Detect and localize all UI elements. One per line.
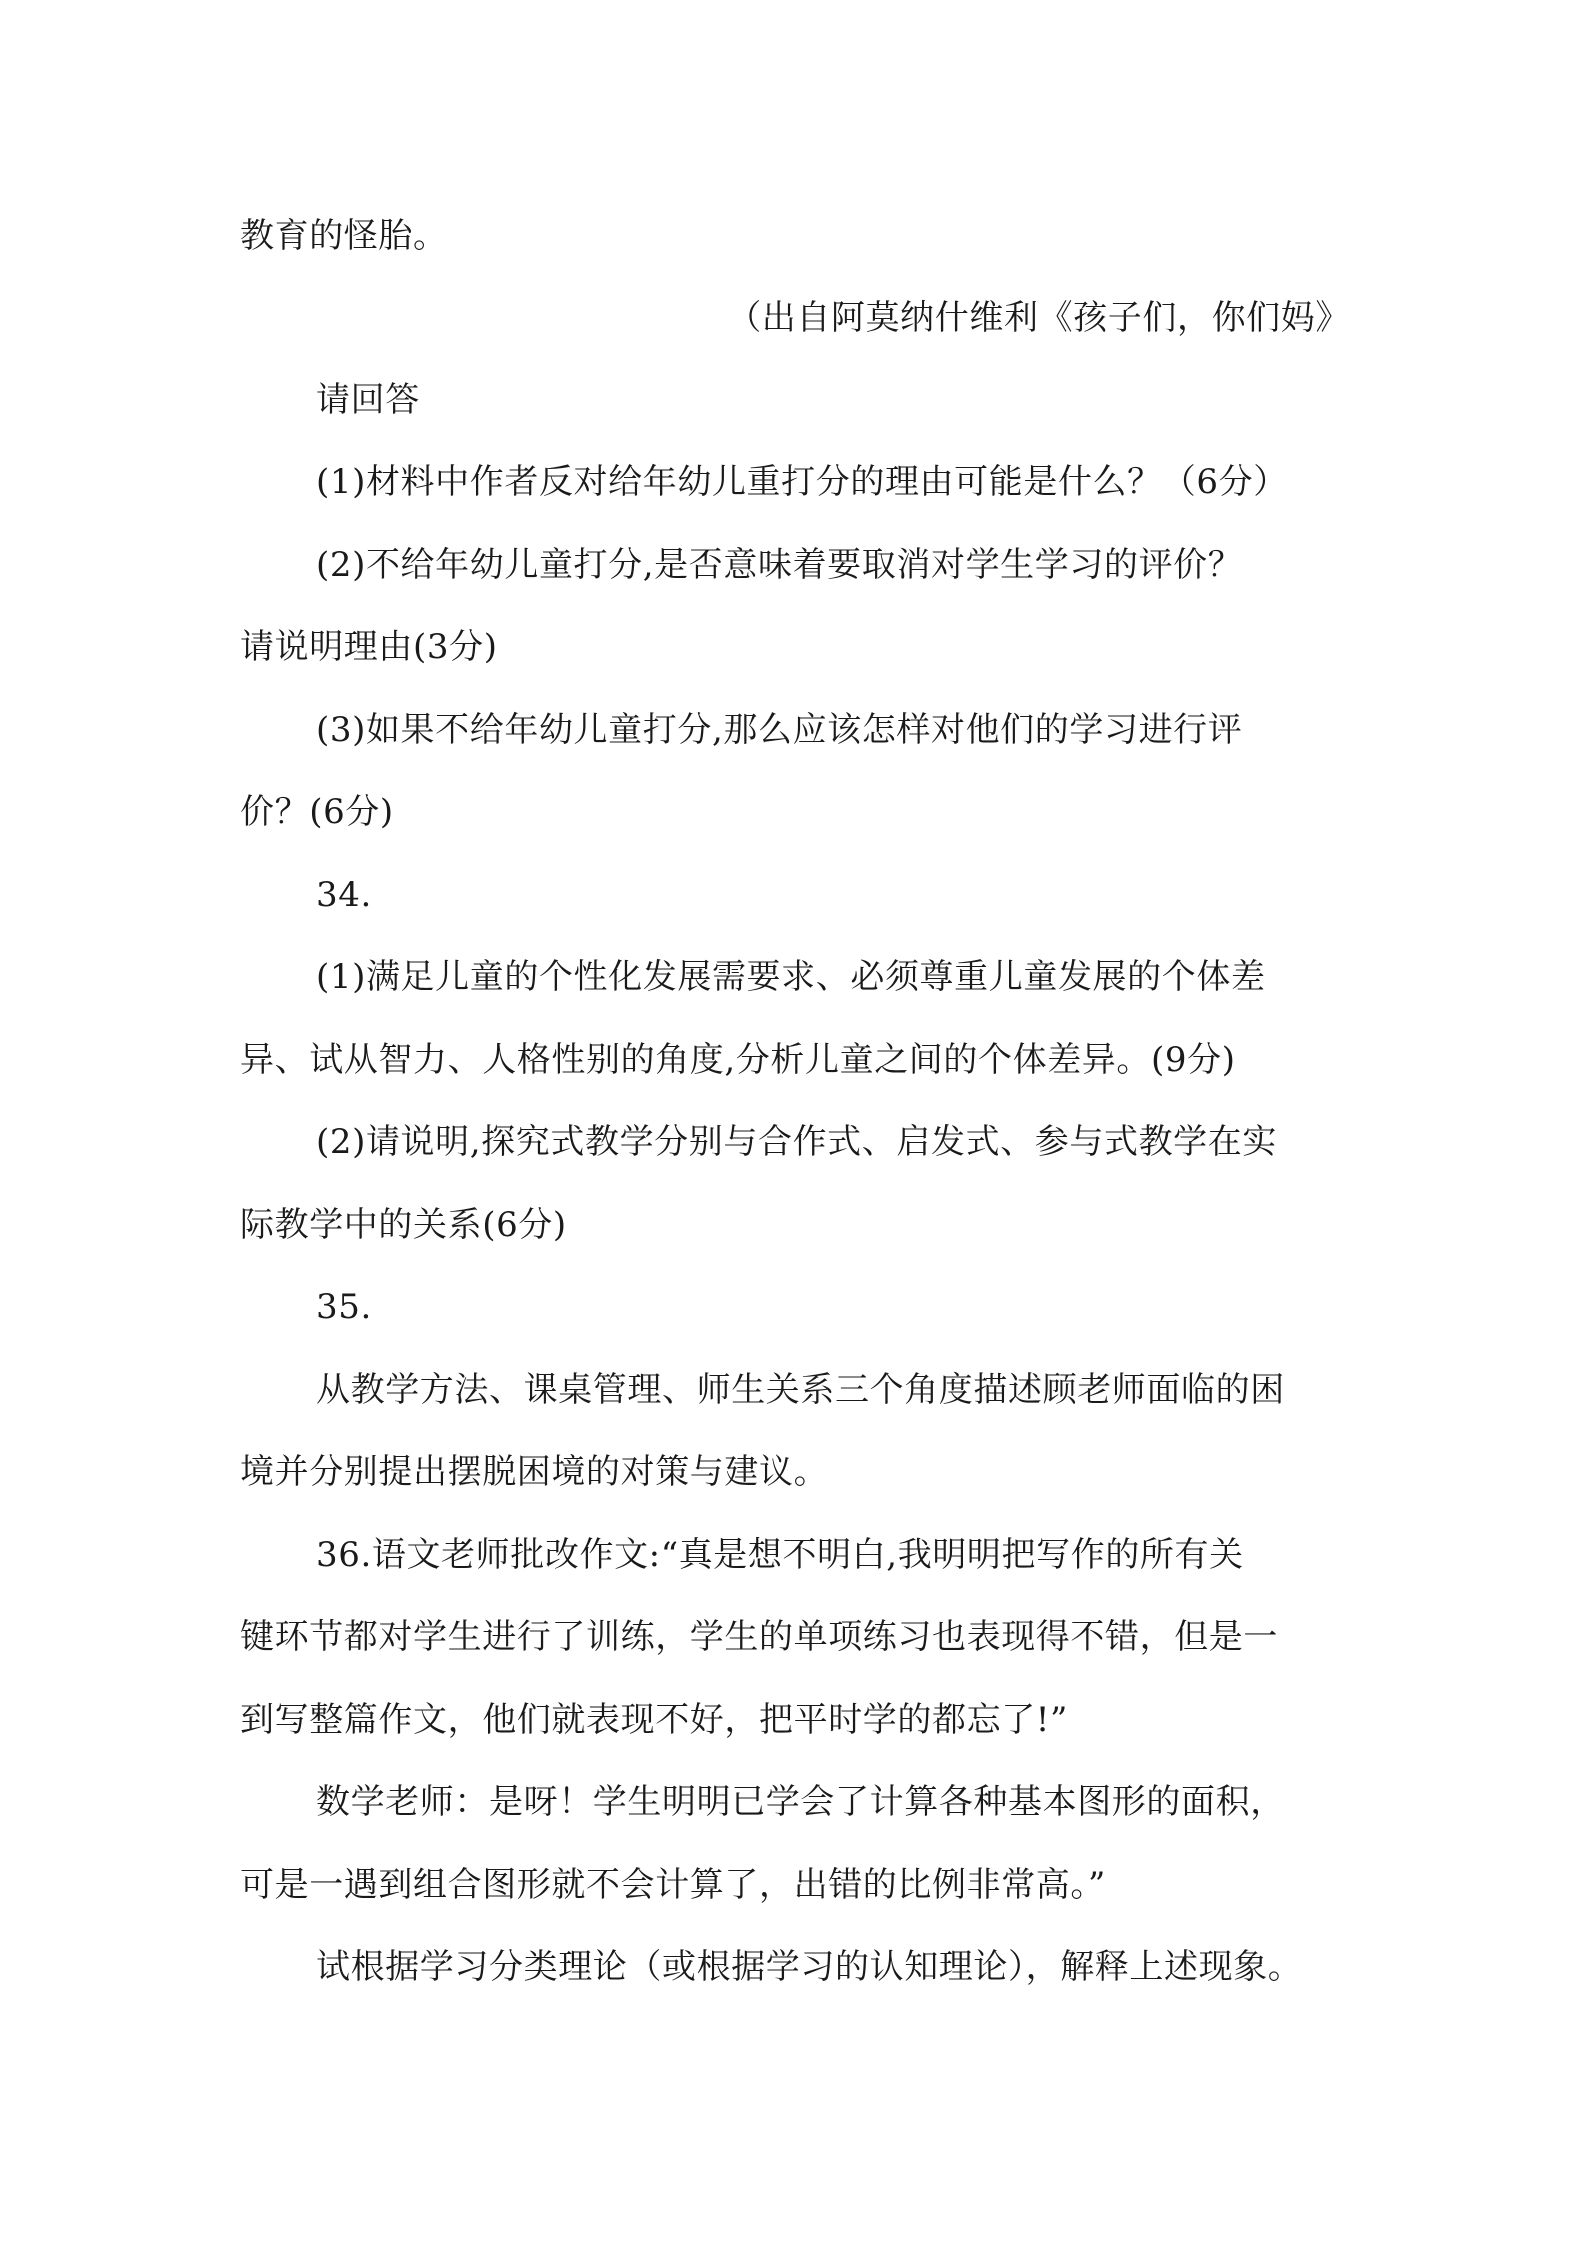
q36-text: 36.语文老师批改作文:“真是想不明白,我明明把写作的所有关: [316, 1535, 1244, 1575]
q36-instruction: 试根据学习分类理论（或根据学习的认知理论），解释上述现象。: [316, 1947, 1303, 1987]
q33-part3-cont: 价？(6分): [240, 792, 394, 832]
question-number-34: 34.: [316, 875, 372, 915]
q36-math-teacher-cont: 可是一遇到组合图形就不会计算了，出错的比例非常高。”: [240, 1865, 1106, 1905]
q35-text-cont: 境并分别提出摆脱困境的对策与建议。: [240, 1452, 829, 1492]
text-line-1: 教育的怪胎。: [240, 216, 448, 256]
q34-part2-cont: 际教学中的关系(6分): [240, 1205, 567, 1245]
q33-part2-cont: 请说明理由(3分): [240, 627, 498, 667]
q33-part1: (1)材料中作者反对给年幼儿重打分的理由可能是什么？（6分）: [316, 462, 1288, 502]
question-number-35: 35.: [316, 1287, 372, 1327]
q34-part2: (2)请说明,探究式教学分别与合作式、启发式、参与式教学在实: [316, 1122, 1277, 1162]
q33-part3: (3)如果不给年幼儿童打分,那么应该怎样对他们的学习进行评: [316, 710, 1243, 750]
q36-text-cont-1: 键环节都对学生进行了训练，学生的单项练习也表现得不错，但是一: [240, 1617, 1278, 1657]
q36-text-cont-2: 到写整篇作文，他们就表现不好，把平时学的都忘了!”: [240, 1700, 1069, 1740]
q34-part1: (1)满足儿童的个性化发展需要求、必须尊重儿童发展的个体差: [316, 957, 1266, 997]
q33-part2: (2)不给年幼儿童打分,是否意味着要取消对学生学习的评价？: [316, 545, 1243, 585]
question-prompt: 请回答: [316, 380, 420, 420]
q35-text: 从教学方法、课桌管理、师生关系三个角度描述顾老师面临的困: [316, 1370, 1285, 1410]
citation-line: （出自阿莫纳什维利《孩子们，你们妈》: [727, 298, 1350, 338]
q34-part1-cont: 异、试从智力、人格性别的角度,分析儿童之间的个体差异。(9分): [240, 1040, 1236, 1080]
q36-math-teacher: 数学老师：是呀！学生明明已学会了计算各种基本图形的面积，: [316, 1782, 1285, 1822]
